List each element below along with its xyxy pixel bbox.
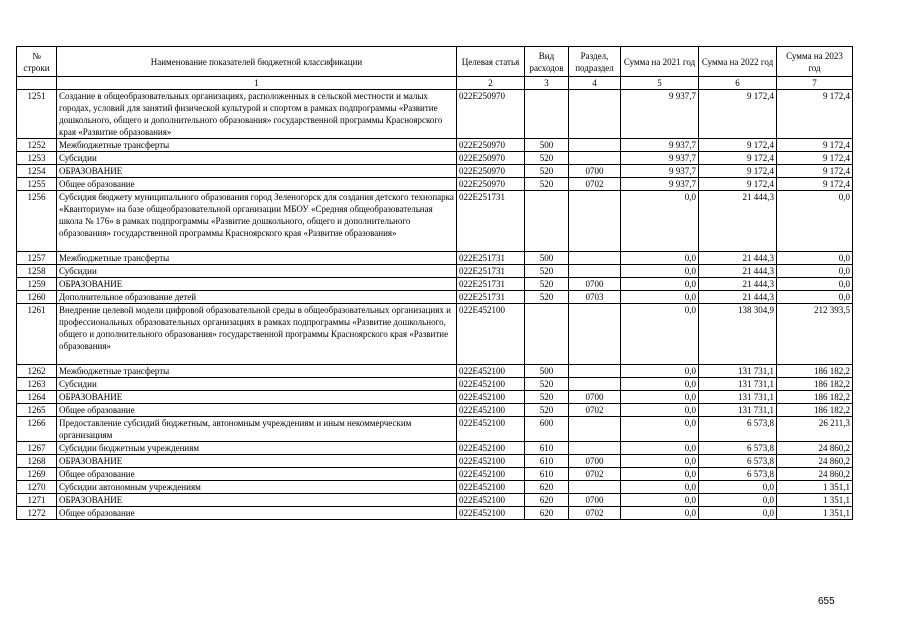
sum-2022: 6 573,8 <box>699 468 777 481</box>
table-row <box>17 455 853 468</box>
indicator-name: Общее образование <box>57 178 457 191</box>
section-code <box>569 304 621 365</box>
sum-2021: 0,0 <box>621 455 699 468</box>
table-row <box>17 152 853 165</box>
sum-2021: 0,0 <box>621 507 699 520</box>
table-row <box>17 139 853 152</box>
target-article: 022Е452100 <box>457 455 525 468</box>
target-article: 022Е251731 <box>457 291 525 304</box>
row-number: 1268 <box>17 455 57 468</box>
target-article: 022Е452100 <box>457 417 525 442</box>
sum-2022: 6 573,8 <box>699 442 777 455</box>
indicator-name: Межбюджетные трансферты <box>57 252 457 265</box>
indicator-name: Субсидия бюджету муниципального образования город Зеленогорск для создания детского технопарка «Кванториум» на базе общеобразовательной организации МБОУ «Средняя общеобразовательная школа № 176» в рамках подпрограммы «Развитие дошкольного, общего и дополнительного образования» государственной программы Красноярского края «Развитие образования» <box>57 191 457 252</box>
sum-2022: 0,0 <box>699 481 777 494</box>
target-article: 022Е452100 <box>457 507 525 520</box>
sum-2021: 9 937,7 <box>621 90 699 139</box>
sum-2022: 6 573,8 <box>699 417 777 442</box>
target-article: 022Е250970 <box>457 165 525 178</box>
table-row <box>17 191 853 252</box>
section-code <box>569 442 621 455</box>
sum-2023: 9 172,4 <box>777 152 853 165</box>
sum-2023: 0,0 <box>777 291 853 304</box>
row-number: 1252 <box>17 139 57 152</box>
row-number: 1261 <box>17 304 57 365</box>
section-code: 0700 <box>569 455 621 468</box>
column-number: 1 <box>57 77 457 90</box>
sum-2022: 21 444,3 <box>699 191 777 252</box>
expense-type: 520 <box>525 391 569 404</box>
expense-type: 520 <box>525 178 569 191</box>
table-row <box>17 417 853 442</box>
table-row <box>17 252 853 265</box>
target-article: 022Е452100 <box>457 365 525 378</box>
header-sum-2023: Сумма на 2023 год <box>777 47 853 77</box>
sum-2023: 26 211,3 <box>777 417 853 442</box>
section-code: 0700 <box>569 278 621 291</box>
budget-table <box>16 46 853 520</box>
sum-2022: 9 172,4 <box>699 178 777 191</box>
table-row <box>17 494 853 507</box>
section-code <box>569 152 621 165</box>
sum-2023: 0,0 <box>777 265 853 278</box>
indicator-name: ОБРАЗОВАНИЕ <box>57 278 457 291</box>
row-number: 1256 <box>17 191 57 252</box>
sum-2022: 9 172,4 <box>699 152 777 165</box>
target-article: 022Е251731 <box>457 252 525 265</box>
sum-2021: 0,0 <box>621 378 699 391</box>
sum-2023: 9 172,4 <box>777 178 853 191</box>
target-article: 022Е250970 <box>457 178 525 191</box>
row-number: 1259 <box>17 278 57 291</box>
row-number: 1258 <box>17 265 57 278</box>
target-article: 022Е452100 <box>457 378 525 391</box>
table-row <box>17 378 853 391</box>
table-row <box>17 507 853 520</box>
expense-type: 520 <box>525 291 569 304</box>
header-target: Целевая статья <box>457 47 525 77</box>
sum-2023: 24 860,2 <box>777 455 853 468</box>
sum-2022: 138 304,9 <box>699 304 777 365</box>
indicator-name: ОБРАЗОВАНИЕ <box>57 391 457 404</box>
page-number: 655 <box>818 596 835 607</box>
indicator-name: Общее образование <box>57 404 457 417</box>
target-article: 022Е452100 <box>457 494 525 507</box>
section-code <box>569 378 621 391</box>
section-code <box>569 265 621 278</box>
row-number: 1255 <box>17 178 57 191</box>
target-article: 022Е251731 <box>457 265 525 278</box>
indicator-name: Общее образование <box>57 468 457 481</box>
sum-2021: 9 937,7 <box>621 178 699 191</box>
sum-2023: 1 351,1 <box>777 481 853 494</box>
indicator-name: ОБРАЗОВАНИЕ <box>57 494 457 507</box>
row-number: 1253 <box>17 152 57 165</box>
sum-2023: 24 860,2 <box>777 468 853 481</box>
row-number: 1271 <box>17 494 57 507</box>
header-row <box>17 47 853 77</box>
sum-2023: 9 172,4 <box>777 90 853 139</box>
target-article: 022Е251731 <box>457 278 525 291</box>
target-article: 022Е452100 <box>457 391 525 404</box>
target-article: 022Е452100 <box>457 404 525 417</box>
indicator-name: Субсидии <box>57 378 457 391</box>
expense-type: 610 <box>525 455 569 468</box>
section-code <box>569 90 621 139</box>
header-expense-type: Вид расходов <box>525 47 569 77</box>
target-article: 022Е250970 <box>457 152 525 165</box>
table-row <box>17 265 853 278</box>
sum-2023: 186 182,2 <box>777 378 853 391</box>
target-article: 022Е452100 <box>457 442 525 455</box>
sum-2022: 9 172,4 <box>699 139 777 152</box>
sum-2021: 0,0 <box>621 265 699 278</box>
sum-2022: 21 444,3 <box>699 291 777 304</box>
sum-2021: 0,0 <box>621 252 699 265</box>
expense-type: 520 <box>525 378 569 391</box>
sum-2022: 21 444,3 <box>699 252 777 265</box>
section-code: 0700 <box>569 494 621 507</box>
table-row <box>17 391 853 404</box>
expense-type: 620 <box>525 494 569 507</box>
sum-2023: 186 182,2 <box>777 404 853 417</box>
target-article: 022Е250970 <box>457 139 525 152</box>
expense-type: 620 <box>525 481 569 494</box>
sum-2021: 0,0 <box>621 442 699 455</box>
table-row <box>17 468 853 481</box>
sum-2023: 0,0 <box>777 191 853 252</box>
sum-2023: 212 393,5 <box>777 304 853 365</box>
row-number: 1270 <box>17 481 57 494</box>
expense-type: 500 <box>525 252 569 265</box>
expense-type: 610 <box>525 442 569 455</box>
expense-type: 600 <box>525 417 569 442</box>
sum-2022: 0,0 <box>699 494 777 507</box>
sum-2022: 131 731,1 <box>699 404 777 417</box>
row-number: 1257 <box>17 252 57 265</box>
sum-2022: 21 444,3 <box>699 265 777 278</box>
sum-2022: 131 731,1 <box>699 391 777 404</box>
indicator-name: Субсидии бюджетным учреждениям <box>57 442 457 455</box>
column-number: 6 <box>699 77 777 90</box>
section-code: 0702 <box>569 404 621 417</box>
section-code <box>569 191 621 252</box>
section-code <box>569 365 621 378</box>
expense-type: 620 <box>525 507 569 520</box>
indicator-name: Субсидии <box>57 265 457 278</box>
expense-type <box>525 191 569 252</box>
sum-2021: 0,0 <box>621 404 699 417</box>
row-number: 1266 <box>17 417 57 442</box>
sum-2021: 0,0 <box>621 494 699 507</box>
row-number: 1264 <box>17 391 57 404</box>
sum-2022: 131 731,1 <box>699 378 777 391</box>
indicator-name: Субсидии <box>57 152 457 165</box>
section-code: 0700 <box>569 165 621 178</box>
sum-2021: 0,0 <box>621 304 699 365</box>
row-number: 1260 <box>17 291 57 304</box>
sum-2021: 0,0 <box>621 365 699 378</box>
sum-2022: 131 731,1 <box>699 365 777 378</box>
indicator-name: ОБРАЗОВАНИЕ <box>57 165 457 178</box>
table-body <box>17 90 853 520</box>
expense-type: 500 <box>525 139 569 152</box>
table-row <box>17 90 853 139</box>
target-article: 022Е250970 <box>457 90 525 139</box>
sum-2022: 9 172,4 <box>699 90 777 139</box>
sum-2023: 186 182,2 <box>777 391 853 404</box>
sum-2021: 9 937,7 <box>621 165 699 178</box>
expense-type <box>525 90 569 139</box>
table-row <box>17 404 853 417</box>
sum-2023: 0,0 <box>777 278 853 291</box>
section-code <box>569 481 621 494</box>
section-code <box>569 252 621 265</box>
row-number: 1272 <box>17 507 57 520</box>
column-number <box>17 77 57 90</box>
header-sum-2022: Сумма на 2022 год <box>699 47 777 77</box>
target-article: 022Е452100 <box>457 481 525 494</box>
sum-2022: 0,0 <box>699 507 777 520</box>
sum-2022: 6 573,8 <box>699 455 777 468</box>
target-article: 022Е452100 <box>457 468 525 481</box>
row-number: 1263 <box>17 378 57 391</box>
sum-2021: 0,0 <box>621 417 699 442</box>
section-code: 0700 <box>569 391 621 404</box>
table-row <box>17 442 853 455</box>
indicator-name: Общее образование <box>57 507 457 520</box>
row-number: 1262 <box>17 365 57 378</box>
sum-2021: 0,0 <box>621 291 699 304</box>
expense-type: 520 <box>525 165 569 178</box>
sum-2023: 0,0 <box>777 252 853 265</box>
column-number: 7 <box>777 77 853 90</box>
header-row-no: № строки <box>17 47 57 77</box>
sum-2021: 0,0 <box>621 391 699 404</box>
header-sum-2021: Сумма на 2021 год <box>621 47 699 77</box>
row-number: 1265 <box>17 404 57 417</box>
sum-2023: 1 351,1 <box>777 494 853 507</box>
row-number: 1251 <box>17 90 57 139</box>
sum-2023: 24 860,2 <box>777 442 853 455</box>
expense-type: 520 <box>525 404 569 417</box>
section-code: 0702 <box>569 507 621 520</box>
section-code: 0702 <box>569 178 621 191</box>
column-number-row <box>17 77 853 90</box>
sum-2021: 0,0 <box>621 278 699 291</box>
header-section: Раздел, подраздел <box>569 47 621 77</box>
table-row <box>17 165 853 178</box>
column-number: 2 <box>457 77 525 90</box>
sum-2022: 9 172,4 <box>699 165 777 178</box>
sum-2021: 9 937,7 <box>621 152 699 165</box>
indicator-name: Дополнительное образование детей <box>57 291 457 304</box>
section-code: 0702 <box>569 468 621 481</box>
indicator-name: Межбюджетные трансферты <box>57 139 457 152</box>
expense-type <box>525 304 569 365</box>
column-number: 4 <box>569 77 621 90</box>
sum-2022: 21 444,3 <box>699 278 777 291</box>
indicator-name: Межбюджетные трансферты <box>57 365 457 378</box>
sum-2021: 0,0 <box>621 468 699 481</box>
expense-type: 500 <box>525 365 569 378</box>
indicator-name: Создание в общеобразовательных организациях, расположенных в сельской местности и малых городах, условий для занятий физической культурой и спортом в рамках подпрограммы «Развитие дошкольного, общего и дополнительного образования» государственной программы Красноярского края «Развитие образования» <box>57 90 457 139</box>
table-row <box>17 278 853 291</box>
indicator-name: ОБРАЗОВАНИЕ <box>57 455 457 468</box>
sum-2021: 9 937,7 <box>621 139 699 152</box>
sum-2021: 0,0 <box>621 481 699 494</box>
expense-type: 520 <box>525 278 569 291</box>
sum-2023: 9 172,4 <box>777 165 853 178</box>
table-row <box>17 481 853 494</box>
indicator-name: Предоставление субсидий бюджетным, автономным учреждениям и иным некоммерческим организациям <box>57 417 457 442</box>
row-number: 1267 <box>17 442 57 455</box>
sum-2023: 186 182,2 <box>777 365 853 378</box>
sum-2023: 1 351,1 <box>777 507 853 520</box>
section-code: 0703 <box>569 291 621 304</box>
header-name: Наименование показателей бюджетной классификации <box>57 47 457 77</box>
row-number: 1254 <box>17 165 57 178</box>
row-number: 1269 <box>17 468 57 481</box>
expense-type: 520 <box>525 152 569 165</box>
table-row <box>17 291 853 304</box>
indicator-name: Субсидии автономным учреждениям <box>57 481 457 494</box>
sum-2023: 9 172,4 <box>777 139 853 152</box>
table-row <box>17 178 853 191</box>
section-code <box>569 417 621 442</box>
target-article: 022Е251731 <box>457 191 525 252</box>
expense-type: 610 <box>525 468 569 481</box>
section-code <box>569 139 621 152</box>
indicator-name: Внедрение целевой модели цифровой образовательной среды в общеобразовательных организациях и профессиональных образовательных организациях в рамках подпрограммы «Развитие дошкольного, общего и дополнительного образования» государственной программы Красноярского края «Развитие образования» <box>57 304 457 365</box>
column-number: 5 <box>621 77 699 90</box>
table-row <box>17 365 853 378</box>
table-row <box>17 304 853 365</box>
target-article: 022Е452100 <box>457 304 525 365</box>
column-number: 3 <box>525 77 569 90</box>
expense-type: 520 <box>525 265 569 278</box>
sum-2021: 0,0 <box>621 191 699 252</box>
